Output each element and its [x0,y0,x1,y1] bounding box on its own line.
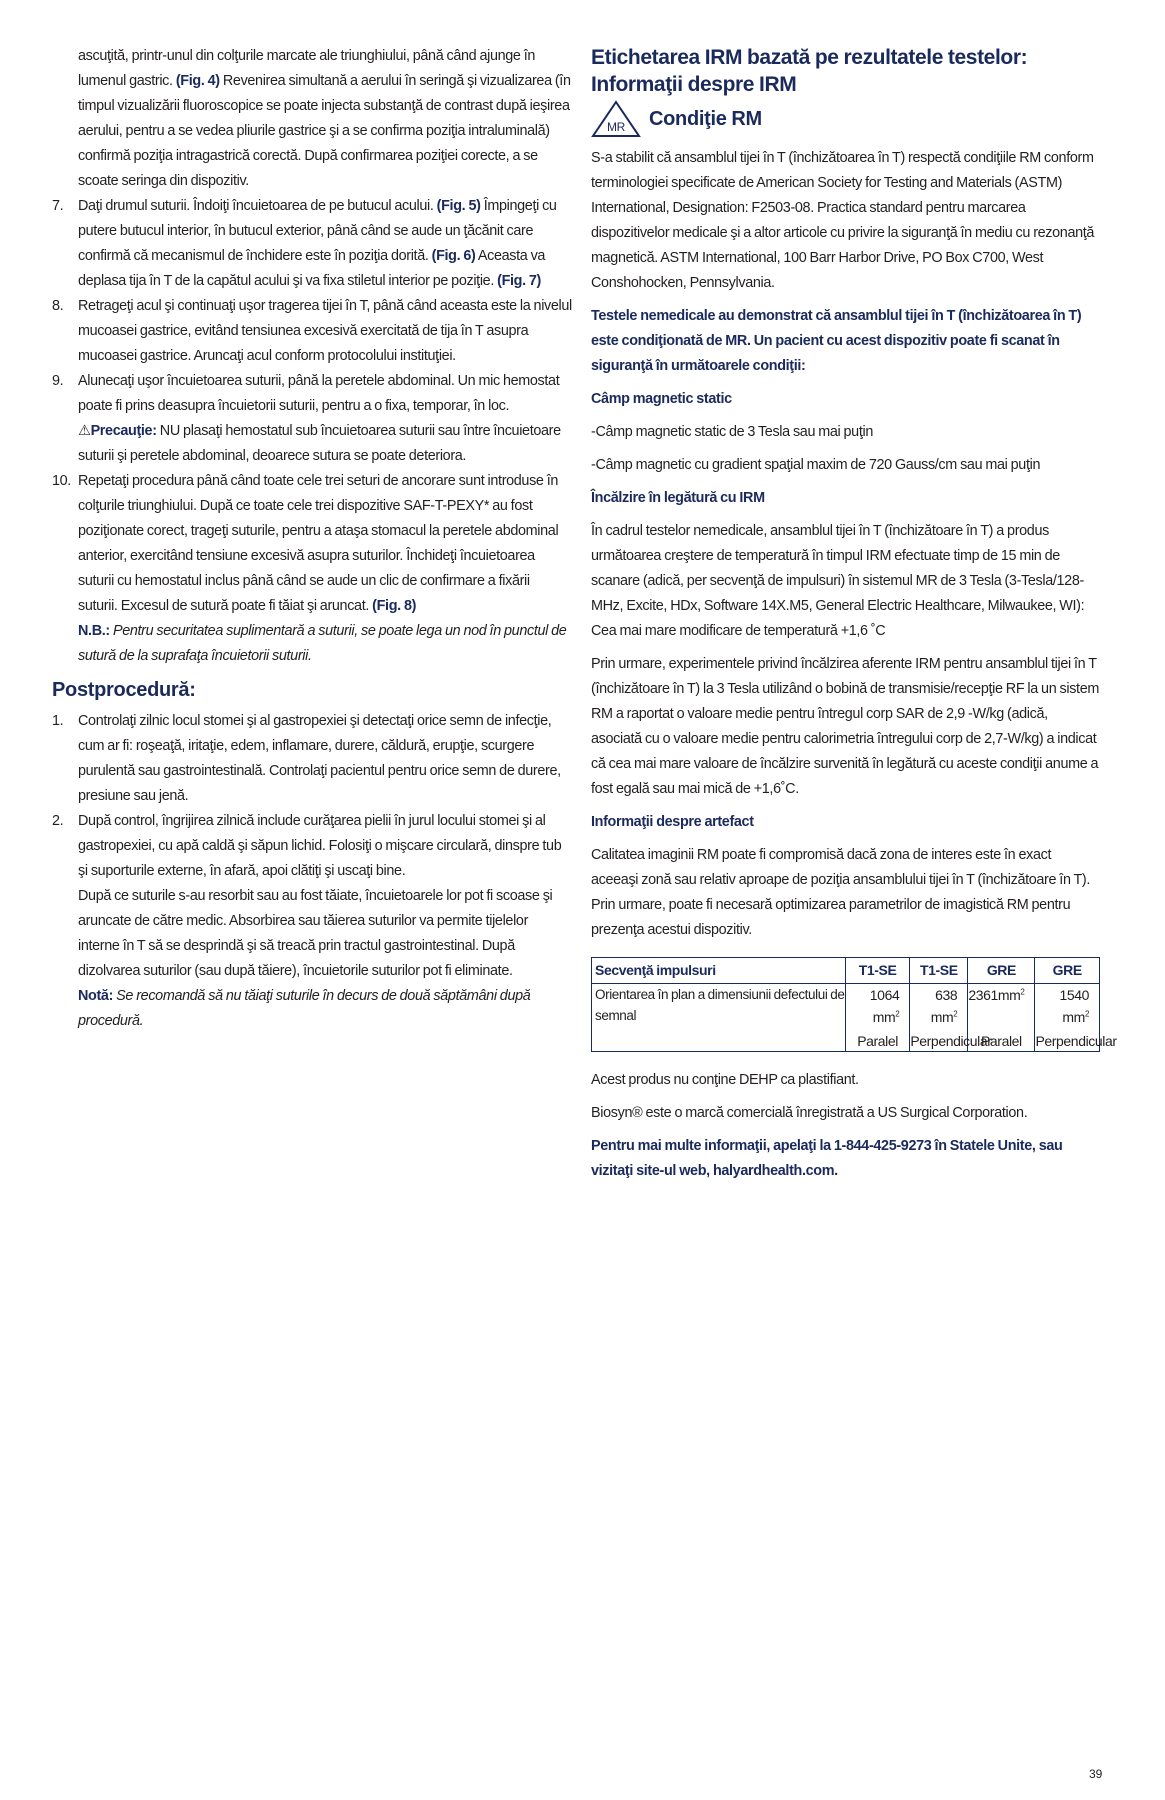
table-cell: 1540 $mm^2$ Perpendicular [1035,984,1100,1052]
step-number: 2. [52,813,64,829]
table-cell: 638 $mm^2$ Perpendicular [910,984,968,1052]
step-7: 7. Daţi drumul suturii. Îndoiţi încuietoarea de pe butucul acului. (Fig. 5) Împingeţi cu putere butucul interior, în butucul exterior, până când se aude un ţăcănit care confirmă că mecanismul de închidere este în poziţia dorită. (Fig. 6) Aceasta va deplasa tija în T de la capătul acului şi va fixa stiletul interior pe poziţie. (Fig. 7) [52,194,572,294]
mri-intro: S-a stabilit că ansamblul tijei în T (închizătoarea în T) respectă condiţiile RM conform terminologiei specificate de American Society for Testing and Materials (ASTM) International, Designation: F2503-08. Practica standard pentru marcarea dispozitivelor medicale şi a altor articole cu privire la siguranţă în mediu cu rezonanţă magnetică. ASTM International, 100 Barr Harbor Drive, PO Box C700, West Conshohocken, Pennsylvania. [591,150,1095,291]
heating-paragraph-2: Prin urmare, experimentele privind încălzirea aferente IRM pentru ansamblul tijei în T (închizătoare în T) la 3 Tesla utilizând o bobină de transmisie/recepţie RF la un sistem RM a raportat o valoare medie pentru întregul corp SAR de 2,9 -W/kg (adică, asociată cu o valoare medie pentru calorimetria întregului corp de 2,7-W/kg) a indicat că cea mai mare valoare de încălzire survenită în legătură cu aceste condiţii anume a fost egală sau mai mică de +1,6˚C. [591,656,1099,797]
caution-label: Precauţie: [90,423,157,439]
mr-condition-row [591,100,1101,138]
caution-note: ⚠Precauţie: NU plasaţi hemostatul sub încuietoarea suturii sau între încuietoare suturii şi peretele abdominal, deoarece sutura se poate deteriora. [78,423,561,464]
step-number: 8. [52,298,64,314]
step-9: 9. Alunecaţi uşor încuietoarea suturii, până la peretele abdominal. Un mic hemostat poate fi prins deasupra încuietorii suturii, pentru a o fixa, temporar, în loc. ⚠Precauţie: NU plasaţi hemostatul sub încuietoarea suturii sau între încuietoare suturii şi peretele abdominal, deoarece sutura se poate deteriora. [52,369,572,469]
table-cell: $2361mm^2$ Paralel [968,984,1035,1052]
post-item-1: 1. Controlaţi zilnic locul stomei şi al gastropexiei şi detectaţi orice semn de infecţie, cum ar fi: roşeaţă, iritaţie, edem, inflamare, durere, căldură, erupţie, scurgere purulentă sau gastrointestinală. Controlaţi pacientul pentru orice semn de durere, presiune sau jenă. [52,709,572,809]
step-number: 10. [52,473,71,489]
dehp-statement: Acest produs nu conţine DEHP ca plastifiant. [591,1072,859,1088]
step-10: 10. Repetaţi procedura până când toate cele trei seturi de ancorare sunt introduse în colţurile triunghiului. După ce toate cele trei dispozitive SAF-T-PEXY* au fost poziţionate corect, trageţi suturile, pentru a ataşa stomacul la peretele abdominal anterior, exercitând tensiune excesivă asupra suturilor. Închideţi încuietoarea suturii cu hemostatul inclus până când se aude un clic de confirmare a fixării suturii. Excesul de sutură poate fi tăiat şi aruncat. (Fig. 8) N.B.: Pentru securitatea suplimentară a suturii, se poate lega un nod în punctul de sutură de la suprafaţa încuietorii suturii. [52,469,572,669]
left-column [52,44,572,1034]
post-item-2: 2. După control, îngrijirea zilnică include curăţarea pielii în jurul locului stomei şi al gastropexiei, cu apă caldă şi săpun lichid. Folosiţi o mişcare circulară, dinspre tub şi suporturile externe, în afară, apoi clătiţi şi uscaţi bine. După ce suturile s-au resorbit sau au fost tăiate, încuietoarele lor pot fi scoase şi aruncate de către medic. Absorbirea sau tăierea suturilor va permite tijelelor interne în T să se desprindă şi să treacă prin tractul gastrointestinal. După dizolvarea suturilor (sau după tăiere), încuietorile suturilor pot fi eliminate. Notă: Se recomandă să nu tăiaţi suturile în decurs de două săptămâni după procedură. [52,809,572,1034]
heating-heading: Încălzire în legătură cu IRM [591,490,765,506]
table-header: T1-SE [845,958,910,984]
fig7-ref: (Fig. 7) [497,273,542,289]
fig5-ref: (Fig. 5) [436,198,481,214]
page-number: 39 [1089,1767,1103,1781]
step-number: 7. [52,198,64,214]
static-field-heading: Câmp magnetic static [591,391,732,407]
artifact-heading: Informaţii despre artefact [591,814,754,830]
step-number: 1. [52,713,64,729]
step-8: 8. Retrageţi acul şi continuaţi uşor tragerea tijei în T, până când aceasta este la nivelul mucoasei gastrice, evitând tensiunea excesivă exercitată de tija în T asupra mucoasei gastrice. Aruncaţi acul conform protocolului instituţiei. [52,294,572,369]
mri-title: Etichetarea IRM bazată pe rezultatele testelor: Informaţii despre IRM [591,46,1028,96]
table-header-row [592,958,1100,984]
table-header: Secvenţă impulsuri [592,958,846,984]
condition-heading: Condiţie RM [649,107,762,130]
static-field-1: -Câmp magnetic static de 3 Tesla sau mai puţin [591,424,873,440]
fig8-ref: (Fig. 8) [372,598,417,614]
table-header: T1-SE [910,958,968,984]
nb-note: N.B.: Pentru securitatea suplimentară a suturii, se poate lega un nod în punctul de sutură de la suprafaţa încuietorii suturii. [78,623,567,664]
table-header: GRE [1035,958,1100,984]
artifact-table [591,957,1117,1052]
postprocedure-heading: Postprocedură: [52,679,196,701]
mr-conditional-icon [591,100,641,138]
nb-label: N.B.: [78,623,110,639]
heating-paragraph-1: În cadrul testelor nemedicale, ansamblul tijei în T (închizătoare în T) a produs următoarea creştere de temperatură în timpul IRM efectuate timp de 15 min de scanare (adică, per secvenţă de impulsuri) în sistemul MR de 3 Tesla (3-Tesla/128-MHz, Excite, HDx, Software 14X.M5, General Electric Healthcare, Milwaukee, WI): Cea mai mare modificare de temperatură +1,6 ˚C [591,523,1085,639]
table-header: GRE [968,958,1035,984]
warning-triangle-icon: ⚠ [78,423,91,439]
trademark-statement: Biosyn® este o marcă comercială înregistrată a US Surgical Corporation. [591,1105,1028,1121]
mr-icon-text: MR [607,120,625,134]
note-label: Notă: [78,988,114,1004]
step-number: 9. [52,373,64,389]
artifact-paragraph: Calitatea imaginii RM poate fi compromisă dacă zona de interes este în exact aceeaşi zonă sau relativ aproape de poziţia ansamblului tijei în T (închizătoare în T). Prin urmare, poate fi necesară optimizarea parametrilor de imagistică RM pentru prezenţa acestui dispozitiv. [591,847,1091,938]
table-row [592,984,1100,1052]
post-paragraph: După ce suturile s-au resorbit sau au fost tăiate, încuietoarele lor pot fi scoase şi aruncate de către medic. Absorbirea sau tăierea suturilor va permite tijelelor interne în T să se desprindă şi să treacă prin tractul gastrointestinal. După dizolvarea suturilor (sau după tăiere), încuietorile suturilor pot fi eliminate. [78,888,553,979]
mri-conditional-statement: Testele nemedicale au demonstrat că ansamblul tijei în T (închizătoarea în T) este condiţionată de MR. Un pacient cu acest dispozitiv poate fi scanat în siguranţă în următoarele condiţii: [591,308,1082,374]
table-row-label: Orientarea în plan a dimensiunii defectului de semnal [592,984,846,1052]
step6-continuation: ascuţită, printr-unul din colţurile marcate ale triunghiului, până când ajunge în lumenul gastric. (Fig. 4) Revenirea simultană a aerului în seringă şi vizualizarea (în timpul vizualizării fluoroscopice se poate injecta substanţă de contrast după ieşirea aerului, pentru a se vedea pliurile gastrice şi a se confirma poziţia intraluminală) confirmă poziţia intragastrică corectă. După confirmarea poziţiei corecte, a se scoate seringa din dispozitiv. [78,48,571,189]
fig4-ref: (Fig. 4) [175,73,220,89]
right-column [591,44,1117,1192]
static-field-2: -Câmp magnetic cu gradient spaţial maxim de 720 Gauss/cm sau mai puţin [591,457,1041,473]
table-cell: 1064 $mm^2$ Paralel [845,984,910,1052]
note: Notă: Se recomandă să nu tăiaţi suturile în decurs de două săptămâni după procedură. [78,988,531,1029]
contact-info: Pentru mai multe informaţii, apelaţi la 1-844-425-9273 în Statele Unite, sau vizitaţi site-ul web, halyardhealth.com. [591,1138,1063,1179]
fig6-ref: (Fig. 6) [431,248,476,264]
